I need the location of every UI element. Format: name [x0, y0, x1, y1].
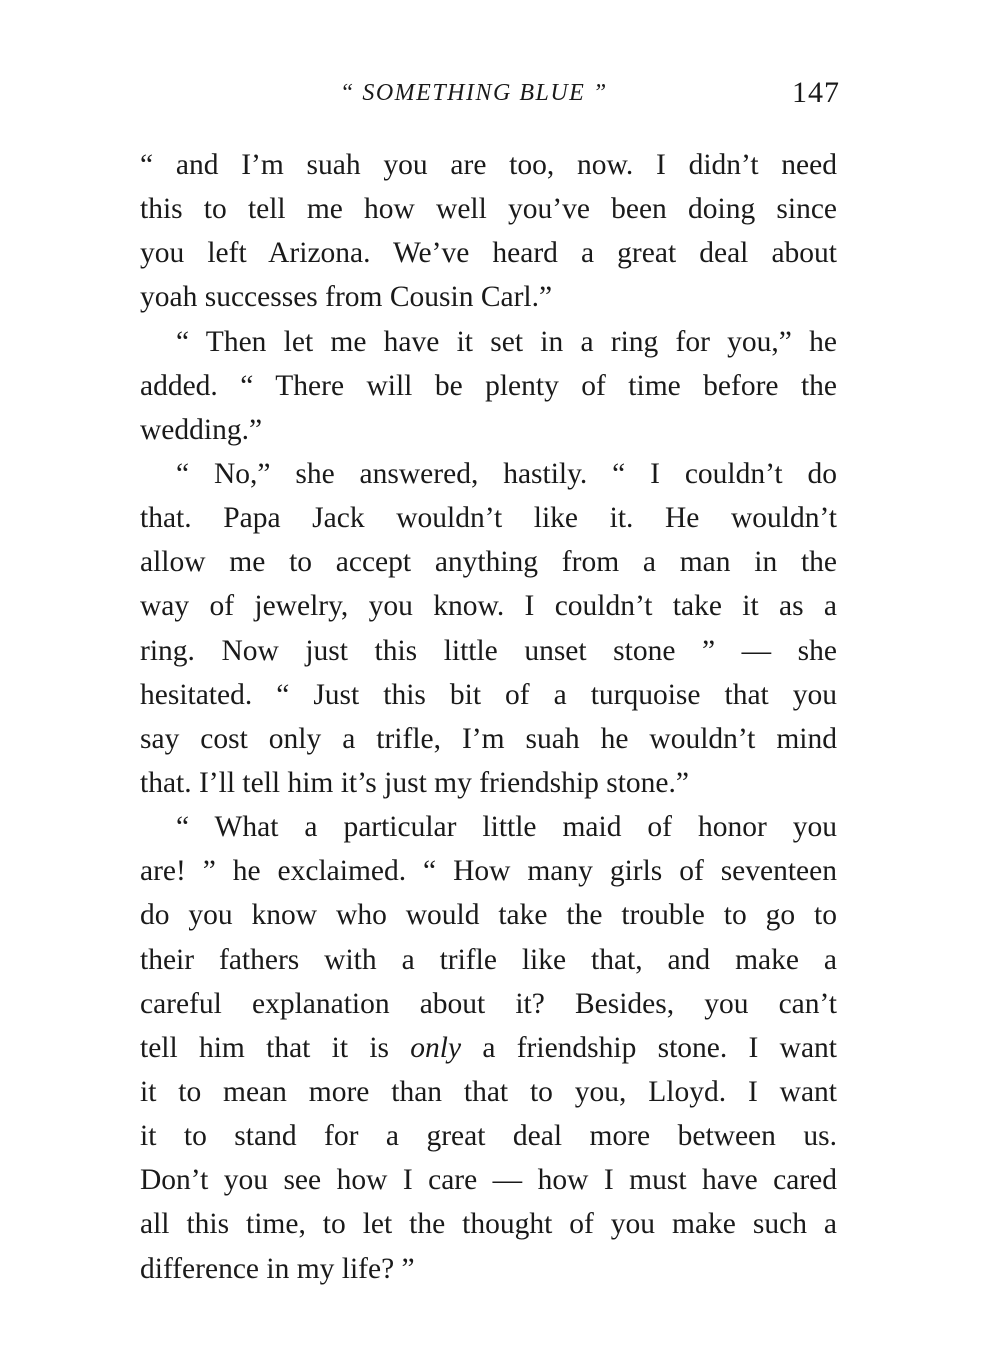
text-line: it to stand for a great deal more between us.	[140, 1120, 837, 1153]
text-line: are! ” he exclaimed. “ How many girls of seventeen	[140, 855, 837, 888]
text-line: “ What a particular little maid of honor you	[176, 811, 837, 844]
text-line: allow me to accept anything from a man in the	[140, 546, 837, 579]
body-text	[140, 143, 837, 1291]
text-line: hesitated. “ Just this bit of a turquoise that you	[140, 678, 837, 711]
text-line-with-emphasis	[140, 1026, 837, 1070]
text-line: wedding.”	[140, 413, 263, 446]
paragraph	[140, 143, 837, 320]
text-line: “ and I’m suah you are too, now. I didn’t need	[140, 149, 837, 181]
text-line: difference in my life? ”	[140, 1252, 415, 1285]
text-line: Don’t you see how I care — how I must have cared	[140, 1164, 837, 1197]
running-title: “ SOMETHING BLUE ”	[340, 80, 608, 106]
paragraph	[140, 805, 837, 1291]
page-number: 147	[792, 76, 840, 109]
text-line: careful explanation about it? Besides, you can’t	[140, 987, 837, 1020]
text-line: yoah successes from Cousin Carl.”	[140, 281, 553, 314]
text-line: this to tell me how well you’ve been doing since	[140, 193, 837, 226]
text-line: way of jewelry, you know. I couldn’t take it as a	[140, 590, 837, 623]
text-line: ring. Now just this little unset stone ” — she	[140, 634, 837, 667]
text-line: say cost only a trifle, I’m suah he wouldn’t mind	[140, 722, 837, 755]
paragraph	[140, 320, 837, 452]
text-line: all this time, to let the thought of you make such a	[140, 1208, 837, 1241]
text-line: their fathers with a trifle like that, and make a	[140, 943, 837, 976]
line-segment: a friendship stone. I want	[461, 1031, 837, 1064]
text-line: that. Papa Jack wouldn’t like it. He wouldn’t	[140, 502, 837, 535]
text-line: added. “ There will be plenty of time before the	[140, 369, 837, 402]
text-line: “ Then let me have it set in a ring for you,” he	[176, 325, 837, 358]
text-line: it to mean more than that to you, Lloyd. I want	[140, 1075, 837, 1108]
text-line: that. I’ll tell him it’s just my friendship stone.”	[140, 766, 689, 799]
paragraph	[140, 452, 837, 805]
line-segment: tell him that it is	[140, 1031, 411, 1064]
text-line: “ No,” she answered, hastily. “ I couldn’t do	[176, 457, 837, 490]
text-line: do you know who would take the trouble to go to	[140, 899, 837, 932]
running-head	[140, 76, 840, 120]
text-line: you left Arizona. We’ve heard a great deal about	[140, 237, 837, 270]
emphasized-word: only	[410, 1031, 462, 1064]
